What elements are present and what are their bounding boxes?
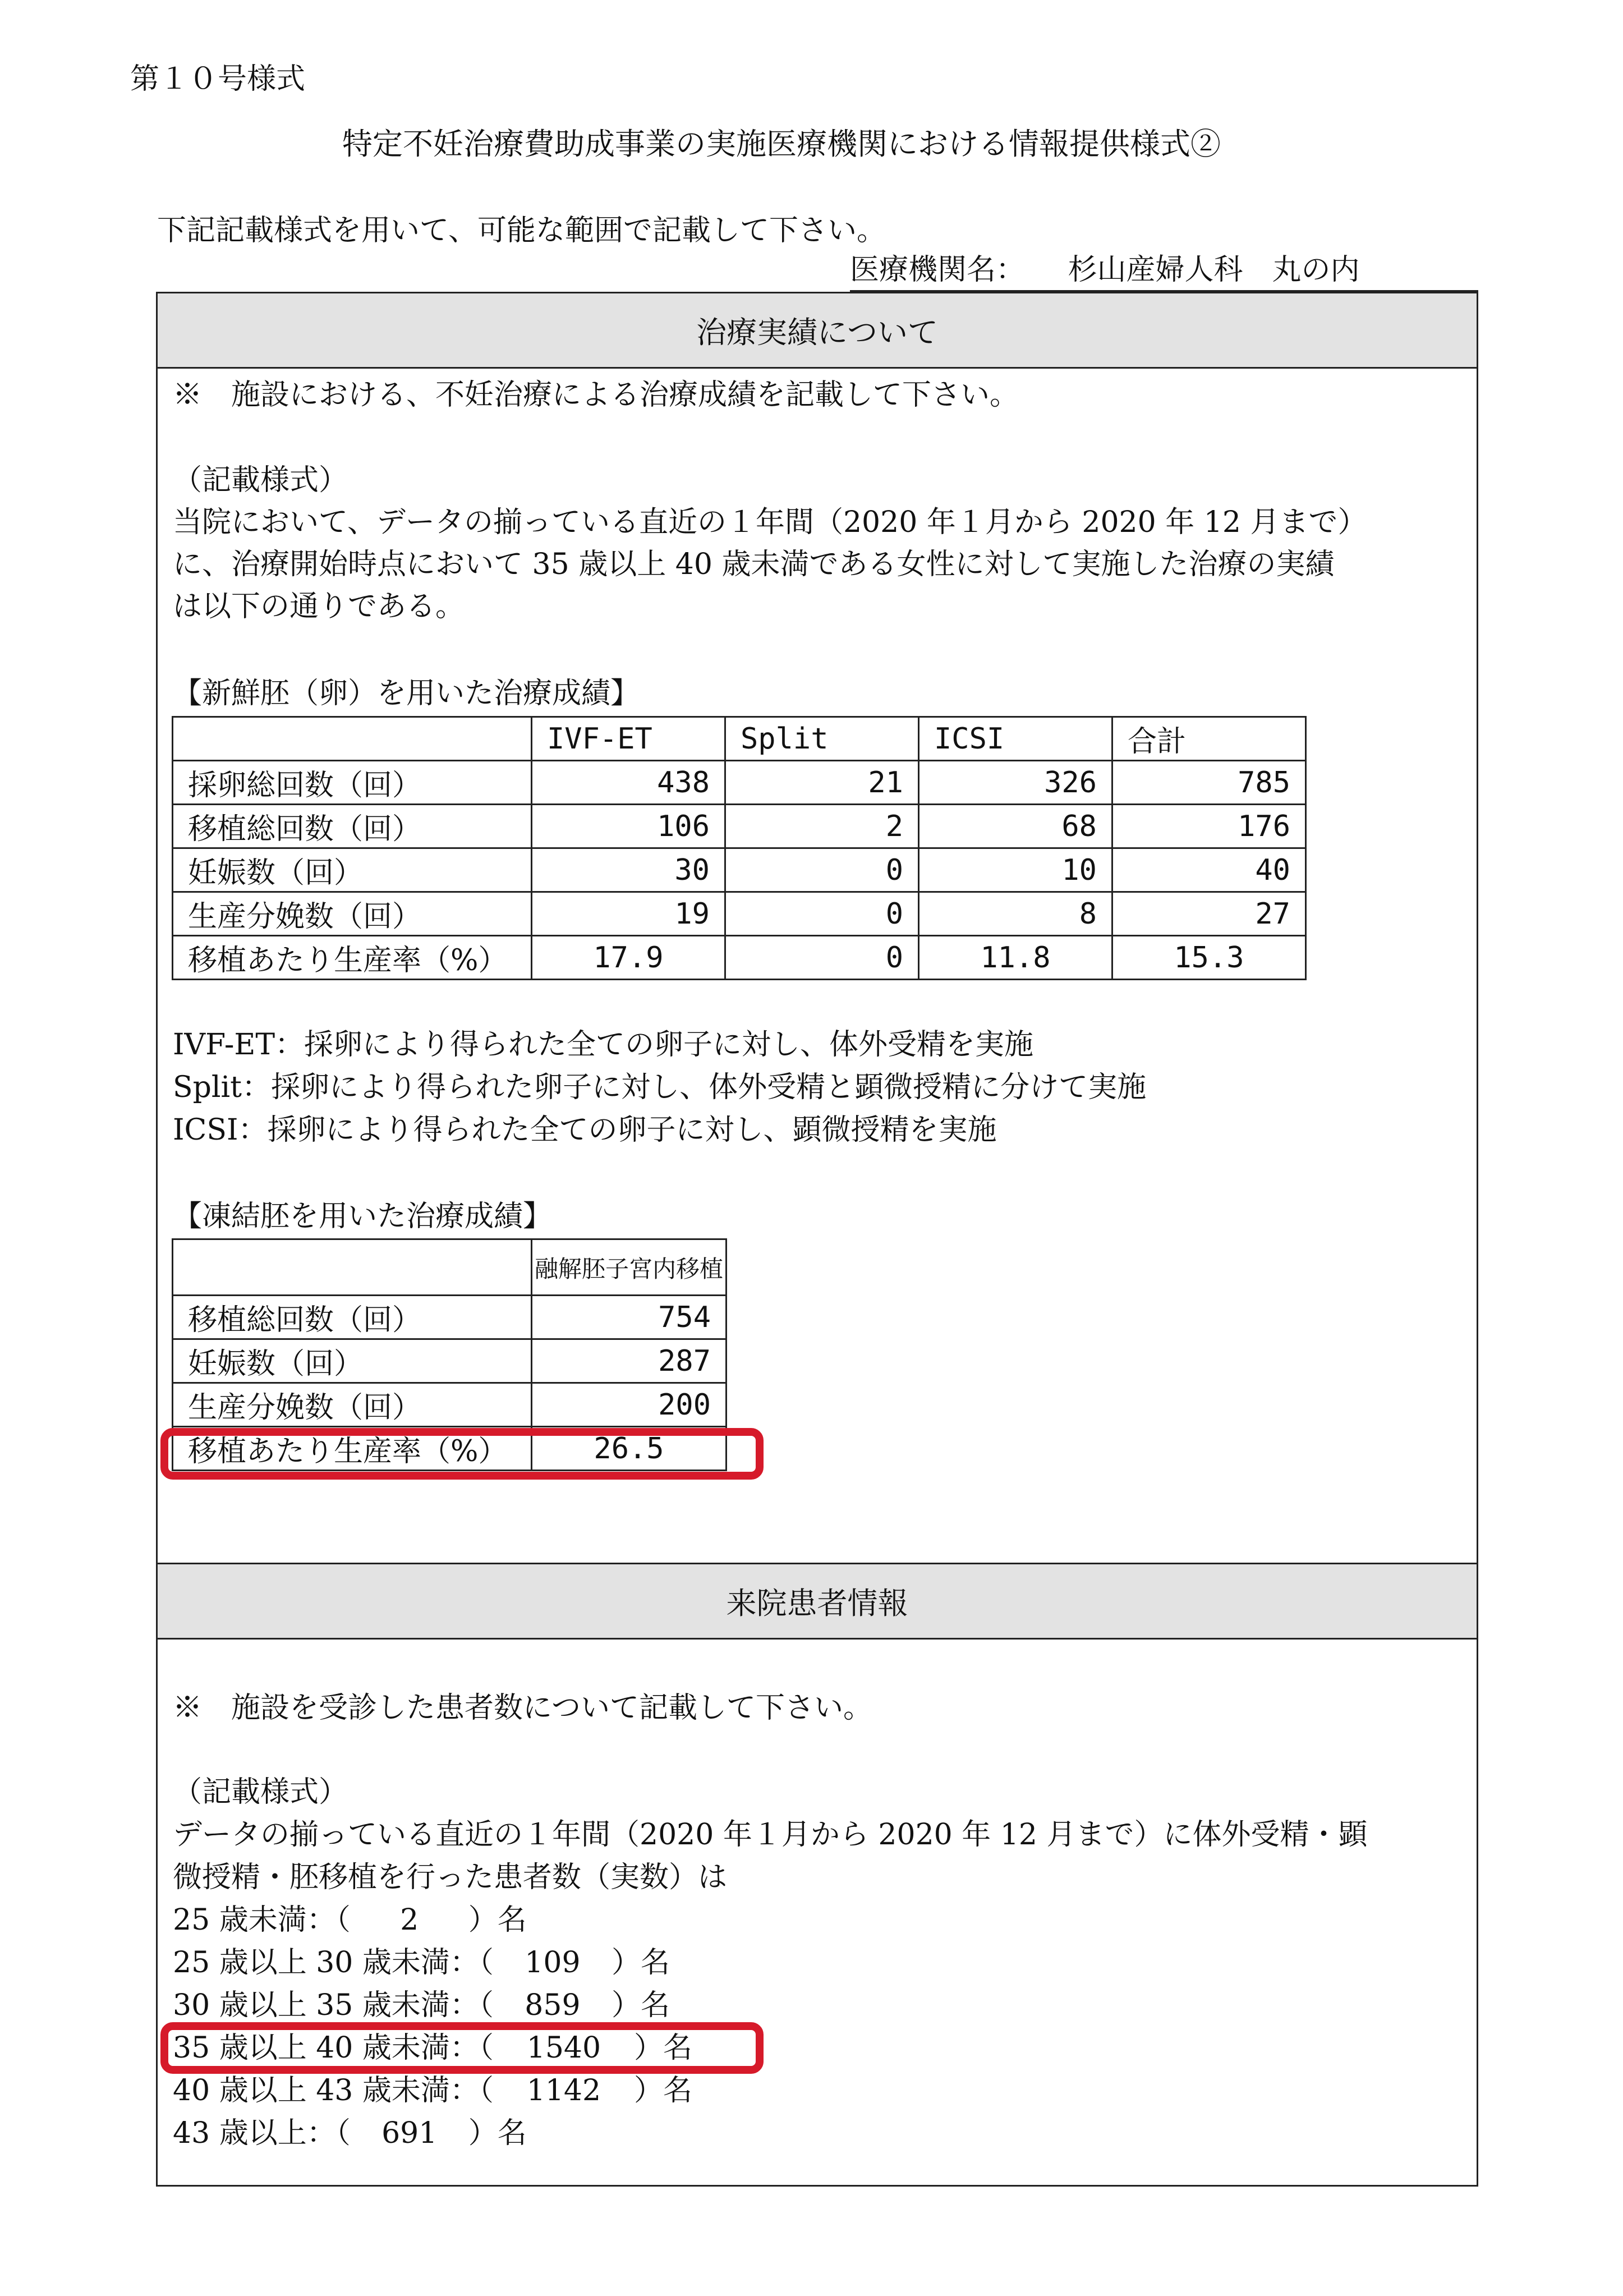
cell-value: 438 — [532, 761, 725, 805]
header-cell-icsi: ICSI — [919, 717, 1112, 761]
cell-value: 785 — [1112, 761, 1306, 805]
document-title: 特定不妊治療費助成事業の実施医療機関における情報提供様式② — [342, 126, 1221, 162]
table-row — [173, 936, 1306, 980]
row-label: 生産分娩数（回） — [173, 892, 532, 936]
definition-ivf-et: IVF-ET：採卵により得られた全ての卵子に対し、体外受精を実施 — [173, 1028, 1034, 1062]
patients-line-2: 微授精・胚移植を行った患者数（実数）は — [173, 1861, 728, 1894]
results-format-label: （記載様式） — [173, 463, 348, 497]
cell-value: 0 — [725, 936, 919, 980]
cell-value: 0 — [725, 848, 919, 892]
cell-value: 11.8 — [919, 936, 1112, 980]
results-line-1: 当院において、データの揃っている直近の１年間（2020 年１月から 2020 年 12 月まで） — [173, 506, 1367, 539]
row-label: 生産分娩数（回） — [173, 1383, 532, 1427]
cell-value: 2 — [725, 805, 919, 848]
table-row — [173, 892, 1306, 936]
highlight-age-35-40 — [160, 2022, 764, 2074]
results-line-2: に、治療開始時点において 35 歳以上 40 歳未満である女性に対して実施した治療の実績 — [173, 548, 1335, 581]
header-cell-total: 合計 — [1112, 717, 1306, 761]
patients-note: ※ 施設を受診した患者数について記載して下さい。 — [173, 1691, 872, 1725]
results-line-3: は以下の通りである。 — [173, 590, 465, 623]
cell-value: 8 — [919, 892, 1112, 936]
header-cell-split: Split — [725, 717, 919, 761]
row-label: 妊娠数（回） — [173, 1339, 532, 1383]
definition-split: Split：採卵により得られた卵子に対し、体外受精と顕微授精に分けて実施 — [173, 1071, 1147, 1104]
age-group-count: 2 — [400, 1903, 419, 1937]
cell-value: 287 — [532, 1339, 727, 1383]
institution-label: 医療機関名： — [850, 253, 1026, 287]
row-label: 移植あたり生産率（%） — [173, 936, 532, 980]
age-group-43-plus: 43 歳以上：（ 691 ）名 — [173, 2116, 527, 2150]
cell-value: 15.3 — [1112, 936, 1306, 980]
cell-value: 106 — [532, 805, 725, 848]
cell-value: 40 — [1112, 848, 1306, 892]
age-group-25-30: 25 歳以上 30 歳未満：（ 109 ）名 — [173, 1946, 670, 1980]
cell-value: 19 — [532, 892, 725, 936]
fresh-embryo-table — [172, 716, 1307, 980]
cell-value: 326 — [919, 761, 1112, 805]
cell-value: 200 — [532, 1383, 727, 1427]
header-cell — [173, 1239, 532, 1296]
header-cell-thawed-transfer: 融解胚子宮内移植 — [532, 1239, 727, 1296]
section-header-patients: 来院患者情報 — [158, 1563, 1477, 1640]
institution-name: 杉山産婦人科 丸の内 — [1068, 253, 1360, 287]
row-label: 採卵総回数（回） — [173, 761, 532, 805]
age-group-count: 1142 — [526, 2074, 601, 2107]
highlight-frozen-birth-rate — [160, 1428, 764, 1480]
age-group-35-40: 35 歳以上 40 歳未満：（ 1540 ）名 — [173, 2031, 692, 2065]
cell-value: 68 — [919, 805, 1112, 848]
row-label: 妊娠数（回） — [173, 848, 532, 892]
institution-line — [850, 255, 1478, 292]
row-label: 移植総回数（回） — [173, 1296, 532, 1339]
table-row — [173, 761, 1306, 805]
row-label: 移植あたり生産率（%） — [173, 1427, 532, 1471]
patients-line-1: データの揃っている直近の１年間（2020 年１月から 2020 年 12 月まで）に体外受精・顕 — [173, 1818, 1368, 1852]
table-header-row — [173, 1239, 727, 1296]
age-group-count: 691 — [381, 2116, 438, 2150]
table-header-row — [173, 717, 1306, 761]
cell-value: 0 — [725, 892, 919, 936]
form-number: 第１０号様式 — [130, 62, 306, 96]
instruction-text: 下記記載様式を用いて、可能な範囲で記載して下さい。 — [157, 214, 886, 247]
age-group-count: 859 — [525, 1989, 581, 2022]
cell-value: 26.5 — [532, 1427, 727, 1471]
age-group-under-25: 25 歳未満：（ 2 ）名 — [173, 1903, 527, 1937]
cell-value: 176 — [1112, 805, 1306, 848]
fresh-table-title: 【新鮮胚（卵）を用いた治療成績】 — [173, 677, 640, 710]
patients-format-label: （記載様式） — [173, 1775, 348, 1809]
cell-value: 17.9 — [532, 936, 725, 980]
table-row — [173, 1339, 727, 1383]
table-row — [173, 1383, 727, 1427]
age-group-count: 109 — [525, 1946, 581, 1980]
cell-value: 30 — [532, 848, 725, 892]
cell-value: 754 — [532, 1296, 727, 1339]
table-row — [173, 1296, 727, 1339]
table-row — [173, 805, 1306, 848]
row-label: 移植総回数（回） — [173, 805, 532, 848]
header-cell-ivf-et: IVF-ET — [532, 717, 725, 761]
cell-value: 27 — [1112, 892, 1306, 936]
definition-icsi: ICSI：採卵により得られた全ての卵子に対し、顕微授精を実施 — [173, 1113, 997, 1147]
cell-value: 21 — [725, 761, 919, 805]
age-group-30-35: 30 歳以上 35 歳未満：（ 859 ）名 — [173, 1989, 670, 2022]
frozen-table-title: 【凍結胚を用いた治療成績】 — [173, 1200, 553, 1233]
age-group-40-43: 40 歳以上 43 歳未満：（ 1142 ）名 — [173, 2074, 692, 2107]
table-row — [173, 848, 1306, 892]
results-note: ※ 施設における、不妊治療による治療成績を記載して下さい。 — [173, 378, 1019, 412]
age-group-count: 1540 — [526, 2031, 601, 2065]
cell-value: 10 — [919, 848, 1112, 892]
header-cell — [173, 717, 532, 761]
section-header-results: 治療実績について — [158, 292, 1477, 369]
